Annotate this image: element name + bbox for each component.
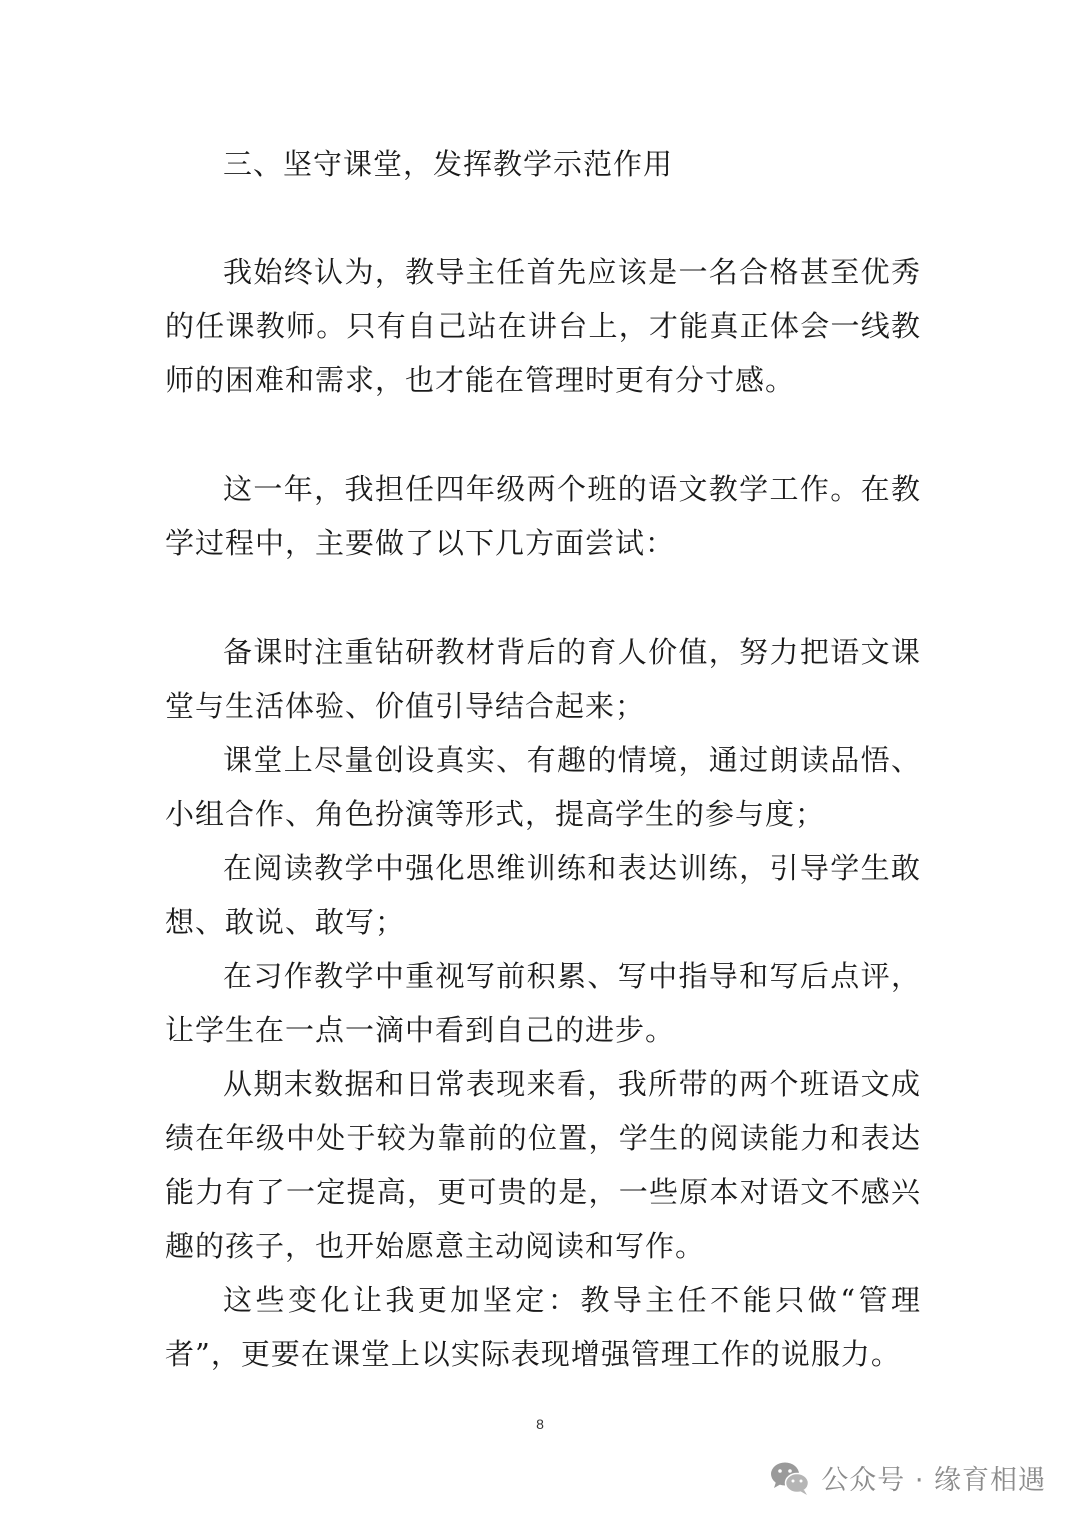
paragraph-4: 课堂上尽量创设真实、有趣的情境，通过朗读品悟、小组合作、角色扮演等形式，提高学生的参与度； bbox=[165, 743, 921, 831]
paragraph-8: 这些变化让我更加坚定：教导主任不能只做“管理者”，更要在课堂上以实际表现增强管理工作的说服力。 bbox=[165, 1283, 921, 1371]
paragraph-2: 这一年，我担任四年级两个班的语文教学工作。在教学过程中，主要做了以下几方面尝试： bbox=[165, 472, 921, 560]
page-number: 8 bbox=[536, 1416, 544, 1432]
paragraph-7: 从期末数据和日常表现来看，我所带的两个班语文成绩在年级中处于较为靠前的位置，学生的阅读能力和表达能力有了一定提高，更可贵的是，一些原本对语文不感兴趣的孩子，也开始愿意主动阅读和写作。 bbox=[165, 1067, 921, 1263]
paragraph-1: 我始终认为，教导主任首先应该是一名合格甚至优秀的任课教师。只有自己站在讲台上，才能真正体会一线教师的困难和需求，也才能在管理时更有分寸感。 bbox=[165, 255, 921, 397]
paragraph-6: 在习作教学中重视写前积累、写中指导和写后点评，让学生在一点一滴中看到自己的进步。 bbox=[165, 959, 921, 1047]
watermark bbox=[769, 1458, 1046, 1497]
paragraph-3: 备课时注重钻研教材背后的育人价值，努力把语文课堂与生活体验、价值引导结合起来； bbox=[165, 635, 921, 723]
watermark-text: 公众号 · 缘育相遇 bbox=[821, 1465, 1046, 1496]
section-heading: 三、坚守课堂，发挥教学示范作用 bbox=[223, 147, 674, 181]
paragraph-5: 在阅读教学中强化思维训练和表达训练，引导学生敢想、敢说、敢写； bbox=[165, 851, 921, 939]
wechat-icon bbox=[769, 1460, 811, 1496]
